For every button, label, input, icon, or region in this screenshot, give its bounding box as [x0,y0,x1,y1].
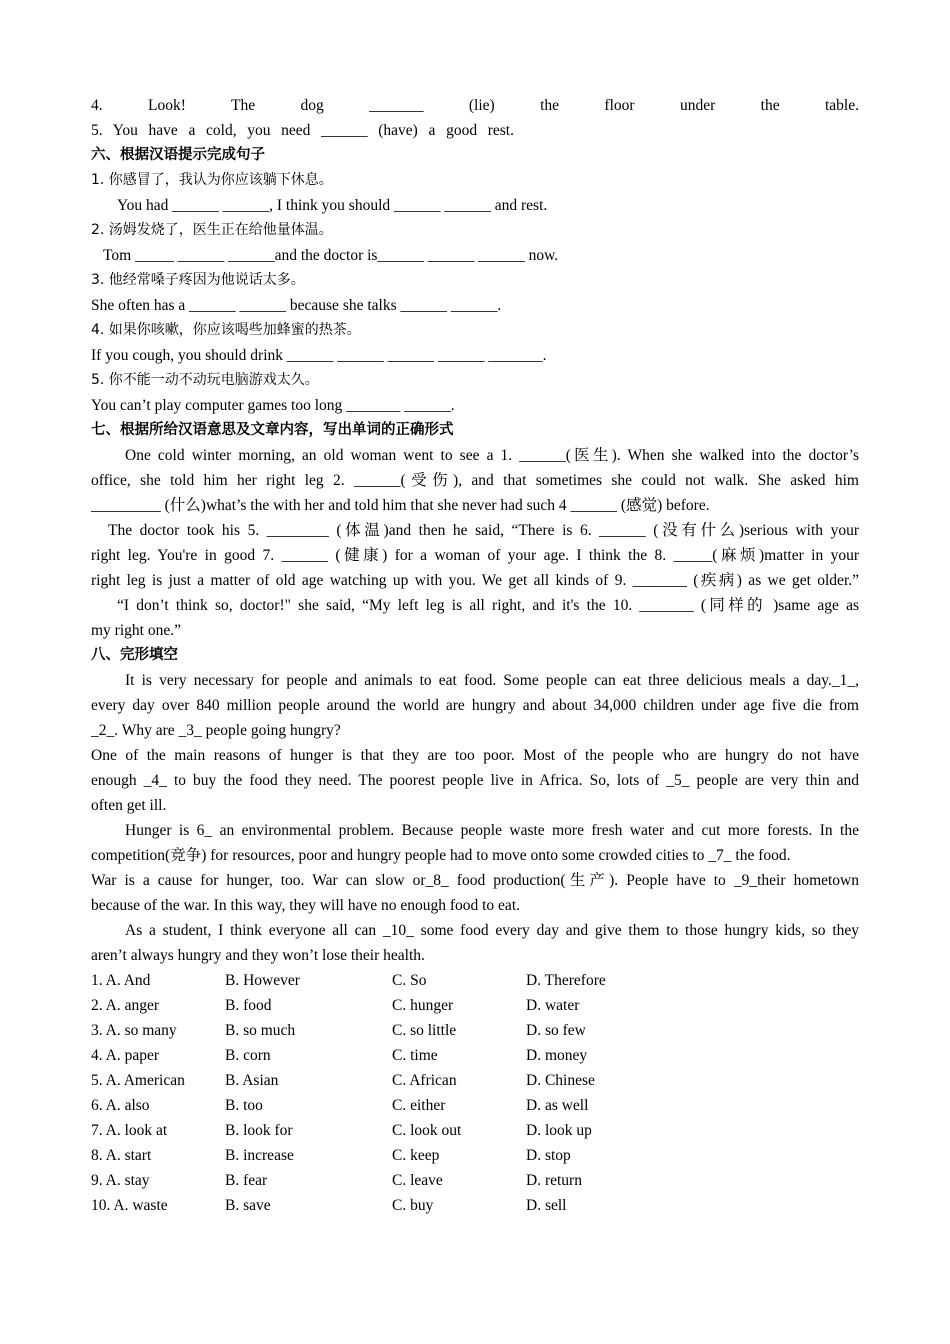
option-row [91,993,859,1018]
question-english: She often has a ______ ______ because she talks ______ ______. [91,297,502,314]
option-c: C. look out [392,1122,462,1139]
passage-line: Hunger is 6_ an environmental problem. Because people waste more fresh water and cut more forests. In the [125,822,859,839]
option-c: C. so little [392,1022,457,1039]
option-row [91,1118,859,1143]
option-c: C. African [392,1072,457,1089]
passage-line: The doctor took his 5. ________ (体温)and then he said, “There is 6. ______ (没有什么)serious with your [108,522,859,539]
question-chinese: 5. 你不能一动不动玩电脑游戏太久。 [91,372,319,388]
section-title: 六、根据汉语提示完成句子 [91,147,265,163]
option-c: C. So [392,972,427,989]
option-d: D. Therefore [526,972,606,989]
question-chinese: 2. 汤姆发烧了，医生正在给他量体温。 [91,222,333,238]
passage-line: War is a cause for hunger, too. War can slow or_8_ food production(生产). People have to _9_their hometown [91,872,859,889]
option-row [91,1168,859,1193]
options-list [91,968,859,1218]
option-row [91,1193,859,1218]
option-d: D. Chinese [526,1072,595,1089]
passage-line: competition(竞争) for resources, poor and hungry people had to move onto some crowded cities to _7_ the food. [91,847,791,864]
option-a: 10. A. waste [91,1197,168,1214]
option-d: D. stop [526,1147,571,1164]
passage-line: right leg. You're in good 7. ______ (健康) for a woman of your age. I think the 8. _____(麻烦)matter in your [91,547,859,564]
option-a: 8. A. start [91,1147,152,1164]
option-a: 1. A. And [91,972,151,989]
passage-line: every day over 840 million people around the world are hungry and about 34,000 children under age five die from [91,697,859,714]
passage-line: One cold winter morning, an old woman went to see a 1. ______(医生). When she walked into the doctor’s [125,447,859,464]
passage-line: often get ill. [91,797,167,814]
passage-line: office, she told him her right leg 2. ______(受伤), and that sometimes she could not walk. She asked him [91,472,859,489]
passage-line: _________ (什么)what’s the with her and told him that she never had such 4 ______ (感觉) before. [91,497,710,514]
option-d: D. look up [526,1122,592,1139]
option-d: D. return [526,1172,582,1189]
option-d: D. so few [526,1022,586,1039]
option-a: 9. A. stay [91,1172,150,1189]
option-d: D. money [526,1047,588,1064]
question-chinese: 4. 如果你咳嗽，你应该喝些加蜂蜜的热茶。 [91,322,361,338]
option-b: B. so much [225,1022,296,1039]
question-english: You can’t play computer games too long _______ ______. [91,397,455,414]
section-title: 八、完形填空 [91,647,178,663]
option-d: D. as well [526,1097,589,1114]
option-b: B. food [225,997,272,1014]
passage-line: It is very necessary for people and animals to eat food. Some people can eat three delicious meals a day._1_, [125,672,859,689]
passage-line: right leg is just a matter of old age watching up with you. We get all kinds of 9. _______ (疾病) as we get older.” [91,572,859,589]
option-b: B. However [225,972,300,989]
question-english: If you cough, you should drink ______ ______ ______ ______ _______. [91,347,547,364]
option-b: B. too [225,1097,263,1114]
question-english: Tom _____ ______ ______and the doctor is______ ______ ______ now. [103,247,559,264]
passage-line: “I don’t think so, doctor!" she said, “My left leg is all right, and it's the 10. _______ (同样的 )same age as [117,597,859,614]
exercise-line: 4. Look! The dog _______ (lie) the floor under the table. [91,97,859,114]
option-row [91,968,859,993]
option-b: B. Asian [225,1072,279,1089]
option-b: B. fear [225,1172,268,1189]
exercise-line: 5. You have a cold, you need ______ (have) a good rest. [91,122,514,139]
option-b: B. save [225,1197,271,1214]
option-row [91,1068,859,1093]
option-row [91,1043,859,1068]
option-row [91,1018,859,1043]
option-b: B. look for [225,1122,293,1139]
option-a: 3. A. so many [91,1022,177,1039]
option-c: C. either [392,1097,446,1114]
option-a: 5. A. American [91,1072,185,1089]
option-d: D. water [526,997,580,1014]
option-b: B. corn [225,1047,271,1064]
option-a: 6. A. also [91,1097,150,1114]
passage-line: One of the main reasons of hunger is that they are too poor. Most of the people who are hungry do not have [91,747,859,764]
section-title: 七、根据所给汉语意思及文章内容，写出单词的正确形式 [91,422,454,438]
option-c: C. time [392,1047,438,1064]
question-chinese: 3. 他经常嗓子疼因为他说话太多。 [91,272,305,288]
option-a: 4. A. paper [91,1047,160,1064]
option-row [91,1143,859,1168]
option-row [91,1093,859,1118]
passage-line: because of the war. In this way, they will have no enough food to eat. [91,897,520,914]
passage-line: aren’t always hungry and they won’t lose their health. [91,947,425,964]
passage-line: enough _4_ to buy the food they need. The poorest people live in Africa. So, lots of _5_ people are very thin and [91,772,859,789]
passage-line: my right one.” [91,622,181,639]
option-c: C. keep [392,1147,440,1164]
worksheet-page [91,93,859,1218]
option-b: B. increase [225,1147,294,1164]
passage-line: As a student, I think everyone all can _10_ some food every day and give them to those hungry kids, so they [125,922,859,939]
option-c: C. buy [392,1197,434,1214]
question-chinese: 1. 你感冒了，我认为你应该躺下休息。 [91,172,333,188]
question-english: You had ______ ______, I think you should ______ ______ and rest. [117,197,548,214]
passage-line: _2_. Why are _3_ people going hungry? [91,722,341,739]
option-a: 2. A. anger [91,997,160,1014]
option-d: D. sell [526,1197,567,1214]
option-c: C. leave [392,1172,443,1189]
option-a: 7. A. look at [91,1122,168,1139]
option-c: C. hunger [392,997,454,1014]
